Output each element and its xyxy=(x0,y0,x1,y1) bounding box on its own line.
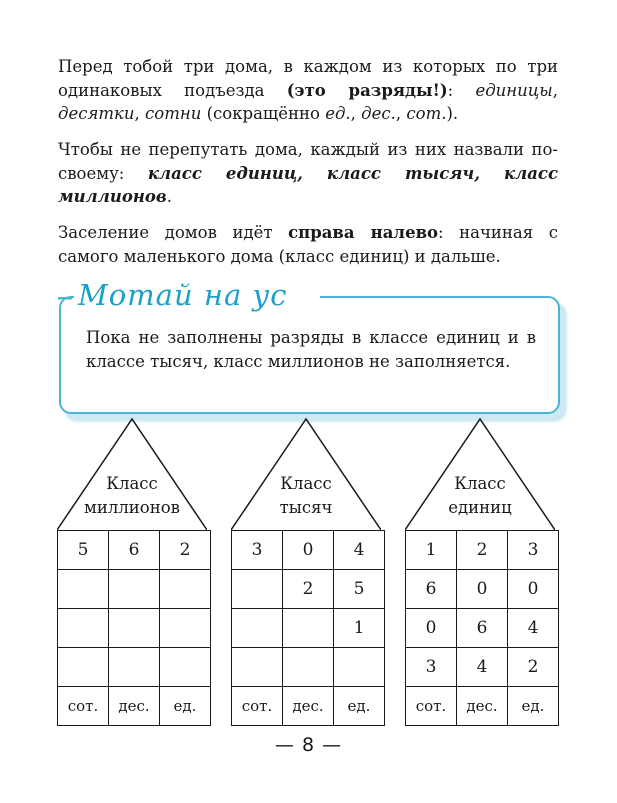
digit-cell: 6 xyxy=(457,609,508,648)
note-dash-left-icon xyxy=(58,297,74,301)
digit-cell: 1 xyxy=(406,531,457,570)
column-label-units: ед. xyxy=(160,687,211,726)
digit-cell: 0 xyxy=(406,609,457,648)
house-label: Класс единиц xyxy=(448,474,512,517)
digit-cell: 2 xyxy=(508,648,559,687)
digit-cell xyxy=(283,609,334,648)
digit-cell xyxy=(232,648,283,687)
digit-cell: 3 xyxy=(406,648,457,687)
paragraph-houses-intro: Перед тобой три дома, в каждом из которых по три одинаковых подъезда (это разряды!): единицы, десятки, сотни (сокращённо ед., дес., сот.). xyxy=(58,57,558,123)
digit-cell xyxy=(109,570,160,609)
digit-cell xyxy=(58,570,109,609)
digit-cell: 4 xyxy=(334,531,385,570)
digit-cell: 6 xyxy=(406,570,457,609)
page-number: — 8 — xyxy=(274,734,343,756)
column-label-hundreds: сот. xyxy=(232,687,283,726)
digit-cell xyxy=(58,609,109,648)
digit-cell: 2 xyxy=(160,531,211,570)
house-thousands xyxy=(231,417,381,722)
house-millions xyxy=(57,417,207,722)
house-units xyxy=(405,417,555,722)
digit-cell: 4 xyxy=(508,609,559,648)
digit-cell xyxy=(160,609,211,648)
digit-grid xyxy=(231,530,385,726)
digit-cell: 0 xyxy=(508,570,559,609)
digit-cell: 4 xyxy=(457,648,508,687)
digit-cell xyxy=(232,609,283,648)
digit-cell: 3 xyxy=(232,531,283,570)
column-label-tens: дес. xyxy=(283,687,334,726)
note-title: Мотай на ус xyxy=(78,278,288,312)
house-label: Класс тысяч xyxy=(279,474,333,517)
digit-cell xyxy=(283,648,334,687)
note-text: Пока не заполнены разряды в классе единиц и в классе тысяч, класс миллионов не заполняется. xyxy=(86,328,536,371)
column-label-hundreds: сот. xyxy=(58,687,109,726)
digit-cell: 5 xyxy=(58,531,109,570)
digit-cell xyxy=(232,570,283,609)
digit-cell: 6 xyxy=(109,531,160,570)
digit-grid xyxy=(57,530,211,726)
house-label: Класс миллионов xyxy=(84,474,180,517)
digit-cell xyxy=(160,570,211,609)
paragraph-class-names: Чтобы не перепутать дома, каждый из них назвали по-своему: класс единиц, класс тысяч, класс миллионов. xyxy=(58,140,558,206)
digit-cell: 1 xyxy=(334,609,385,648)
digit-cell xyxy=(334,648,385,687)
digit-cell: 2 xyxy=(457,531,508,570)
digit-cell xyxy=(160,648,211,687)
digit-cell: 3 xyxy=(508,531,559,570)
paragraph-fill-order: Заселение домов идёт справа налево: начиная с самого маленького дома (класс единиц) и дальше. xyxy=(58,223,558,266)
digit-cell: 5 xyxy=(334,570,385,609)
digit-cell: 0 xyxy=(283,531,334,570)
digit-grid xyxy=(405,530,559,726)
column-label-tens: дес. xyxy=(457,687,508,726)
digit-cell: 2 xyxy=(283,570,334,609)
digit-cell: 0 xyxy=(457,570,508,609)
digit-cell xyxy=(109,609,160,648)
column-label-tens: дес. xyxy=(109,687,160,726)
column-label-units: ед. xyxy=(508,687,559,726)
digit-cell xyxy=(58,648,109,687)
digit-cell xyxy=(109,648,160,687)
column-label-hundreds: сот. xyxy=(406,687,457,726)
column-label-units: ед. xyxy=(334,687,385,726)
